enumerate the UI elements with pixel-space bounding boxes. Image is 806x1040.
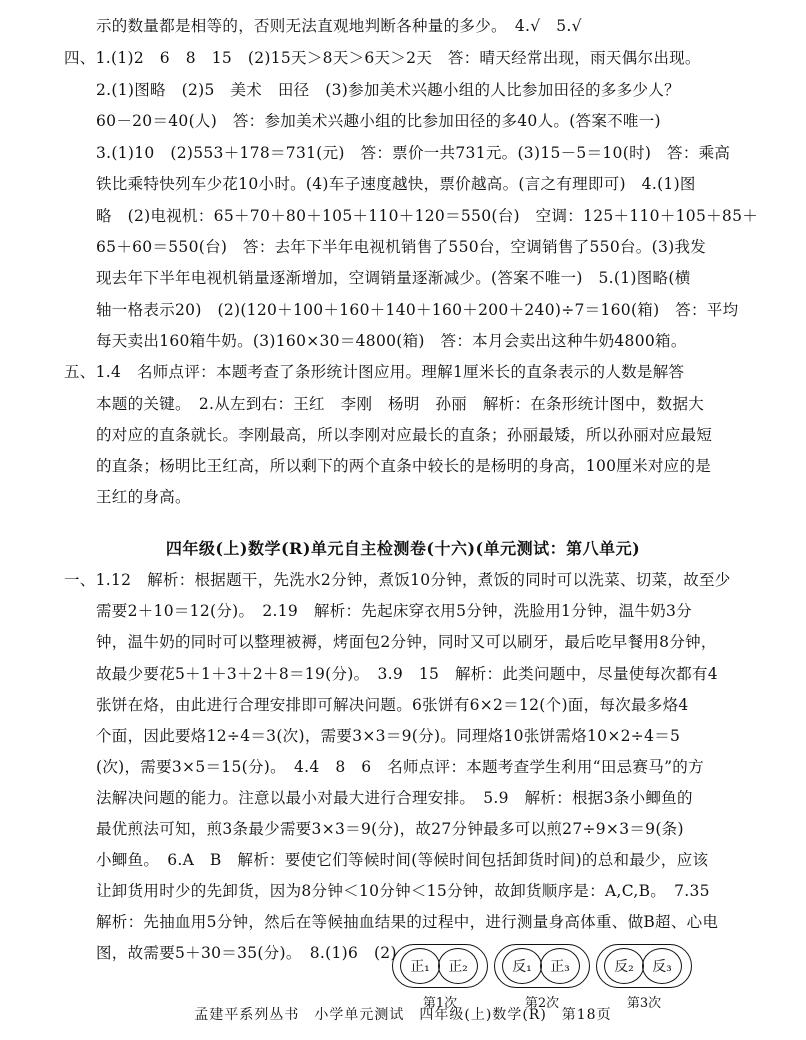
text-line: 解析：先抽血用5分钟，然后在等候抽血结果的过程中，进行测量身高体重、做B超、心电 xyxy=(96,913,719,931)
coin: 反₃ xyxy=(642,948,682,984)
text-line: (次)，需要3×5＝15(分)。 4.4 8 6 名师点评：本题考查学生利用“田忌赛马”的方 xyxy=(96,758,704,776)
text-line: 一、1.12 解析：根据题干，先洗水2分钟，煮饭10分钟，煮饭的同时可以洗菜、切菜，故至少 xyxy=(64,571,731,589)
coin-caption: 第1次 xyxy=(422,996,458,1011)
text-line: 最优煎法可知，煎3条最少需要3×3＝9(分)，故27分钟最多可以煎27÷9×3＝9(条) xyxy=(96,820,684,838)
text-line: 现去年下半年电视机销量逐渐增加，空调销量逐渐减少。(答案不唯一) 5.(1)图略(横 xyxy=(96,269,691,287)
text-line: 示的数量都是相等的，否则无法直观地判断各种量的多少。 4.√ 5.√ xyxy=(96,17,582,35)
text-line: 3.(1)10 (2)553＋178＝731(元) 答：票价一共731元。(3)15－5＝10(时) 答：乘高 xyxy=(96,144,731,162)
text-line: 法解决问题的能力。注意以最小对最大进行合理安排。 5.9 解析：根据3条小鲫鱼的 xyxy=(96,789,693,807)
text-line: 需要2＋10＝12(分)。 2.19 解析：先起床穿衣用5分钟，洗脸用1分钟，温牛奶3分 xyxy=(96,602,692,620)
text-line: 张饼在烙，由此进行合理安排即可解决问题。6张饼有6×2＝12(个)面，每次最多烙4 xyxy=(96,696,689,714)
page-footer: 孟建平系列丛书 小学单元测试 四年级(上)数学(R) 第18页 xyxy=(194,1007,612,1023)
text-line: 的对应的直条就长。李刚最高，所以李刚对应最长的直条；孙丽最矮，所以孙丽对应最短 xyxy=(96,426,713,444)
coin-flip-diagram-2 xyxy=(494,944,590,1011)
text-line: 故最少要花5＋1＋3＋2＋8＝19(分)。 3.9 15 解析：此类问题中，尽量使每次都有4 xyxy=(96,665,718,683)
text-line: 每天卖出160箱牛奶。(3)160×30＝4800(箱) 答：本月会卖出这种牛奶4800箱。 xyxy=(96,332,687,350)
text-line: 王红的身高。 xyxy=(96,488,191,506)
text-line: 让卸货用时少的先卸货，因为8分钟＜10分钟＜15分钟，故卸货顺序是：A,C,B。 7.35 xyxy=(96,882,710,900)
text-line: 轴一格表示20) (2)(120＋100＋160＋140＋160＋200＋240)÷7＝160(箱) 答：平均 xyxy=(96,301,739,319)
coin-flip-diagram-3 xyxy=(596,944,692,1011)
text-line: 四、1.(1)2 6 8 15 (2)15天＞8天＞6天＞2天 答：晴天经常出现，雨天偶尔出现。 xyxy=(64,49,701,67)
coin: 正₃ xyxy=(540,948,580,984)
coin-flip-diagram-1 xyxy=(392,944,488,1011)
coin-caption: 第3次 xyxy=(626,996,662,1011)
text-line: 个面，因此要烙12÷4＝3(次)，需要3×3＝9(分)。同理烙10张饼需烙10×2÷4＝5 xyxy=(96,727,681,745)
text-line: 60－20＝40(人) 答：参加美术兴趣小组的比参加田径的多40人。(答案不唯一) xyxy=(96,112,661,130)
text-line: 本题的关键。 2.从左到右：王红 李刚 杨明 孙丽 解析：在条形统计图中，数据大 xyxy=(96,395,705,413)
text-line: 钟，温牛奶的同时可以整理被褥，烤面包2分钟，同时又可以刷牙，最后吃早餐用8分钟， xyxy=(96,633,717,651)
text-line: 2.(1)图略 (2)5 美术 田径 (3)参加美术兴趣小组的人比参加田径的多多少人？ xyxy=(96,81,680,99)
coin-caption: 第2次 xyxy=(524,996,560,1011)
coin: 正₂ xyxy=(438,948,478,984)
coin: 反₂ xyxy=(604,948,644,984)
text-line: 65＋60＝550(台) 答：去年下半年电视机销售了550台，空调销售了550台。(3)我发 xyxy=(96,238,707,256)
coin: 反₁ xyxy=(502,948,542,984)
text-line: 的直条；杨明比王红高，所以剩下的两个直条中较长的是杨明的身高，100厘米对应的是 xyxy=(96,457,712,475)
text-line: 略 (2)电视机：65＋70＋80＋105＋110＋120＝550(台) 空调：125＋110＋105＋85＋ xyxy=(96,207,759,225)
text-line: 五、1.4 名师点评：本题考查了条形统计图应用。理解1厘米长的直条表示的人数是解答 xyxy=(64,363,685,381)
text-line: 图，故需要5＋30＝35(分)。 8.(1)6 (2) xyxy=(96,944,397,962)
text-line: 铁比乘特快列车少花10小时。(4)车子速度越快，票价越高。(言之有理即可) 4.(1)图 xyxy=(96,175,696,193)
section-title: 四年级(上)数学(R)单元自主检测卷(十六)(单元测试：第八单元) xyxy=(165,539,641,558)
text-line: 小鲫鱼。 6.A B 解析：要使它们等候时间(等候时间包括卸货时间)的总和最少，应该 xyxy=(96,851,709,869)
coin: 正₁ xyxy=(400,948,440,984)
